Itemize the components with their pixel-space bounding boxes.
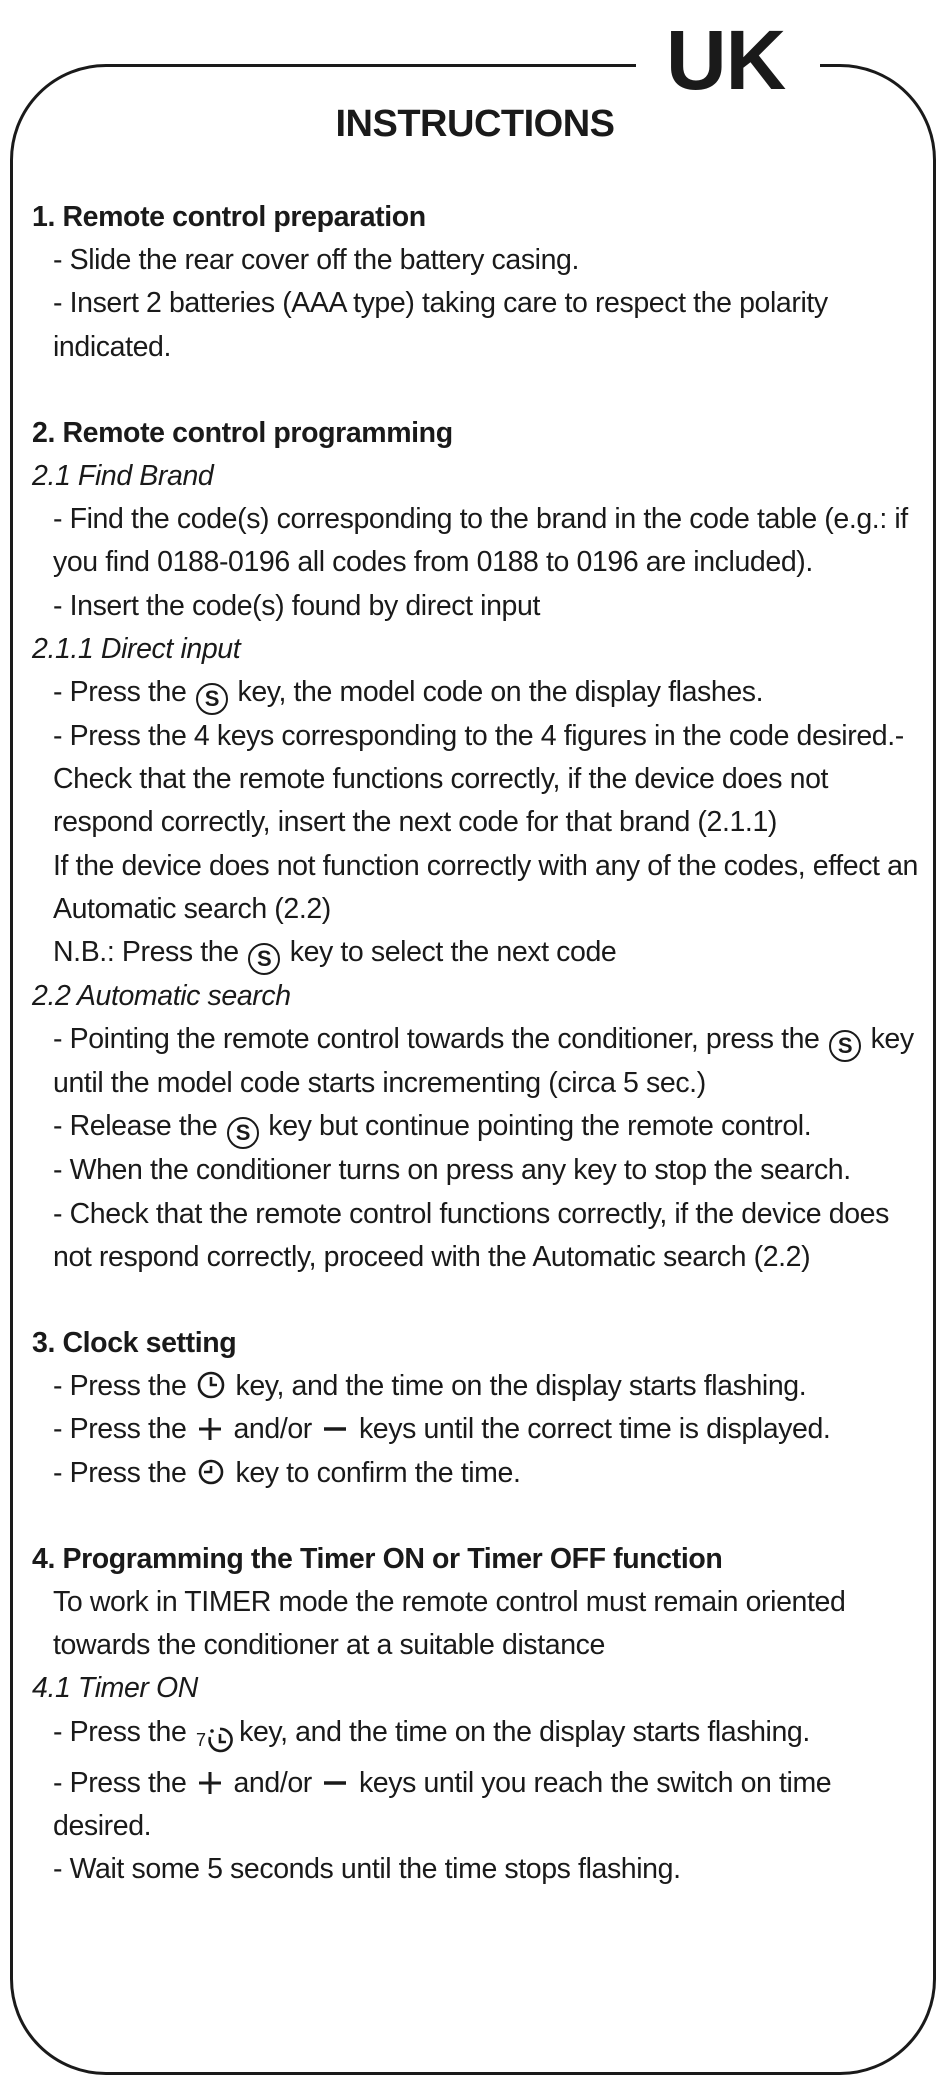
s-key-icon: S (248, 943, 280, 975)
minus-icon (321, 1415, 349, 1443)
section-1-line-1: - Slide the rear cover off the battery casing. (53, 244, 580, 277)
region-code: UK (666, 13, 786, 107)
section-2-line-9: - When the conditioner turns on press any key to stop the search. (53, 1154, 851, 1187)
section-2-line-2: - Insert the code(s) found by direct input (53, 589, 540, 622)
section-2-line-6: N.B.: Press the S key to select the next code (32, 931, 918, 975)
s-key-icon: S (227, 1117, 259, 1149)
s-key-icon: S (829, 1030, 861, 1062)
section-2-1-1-subheading: 2.1.1 Direct input (32, 632, 241, 665)
section-2-1-subheading: 2.1 Find Brand (32, 460, 214, 493)
section-2-line-8: - Release the S key but continue pointing the remote control. (32, 1105, 918, 1149)
section-4-line-1: To work in TIMER mode the remote control must remain oriented towards the conditioner at a suitable distance (53, 1586, 846, 1662)
section-2-line-10: - Check that the remote control functions correctly, if the device does not respond correctly, proceed with the Automatic search (2.2) (53, 1197, 889, 1273)
section-4-heading: 4. Programming the Timer ON or Timer OFF function (32, 1542, 723, 1575)
section-4-line-2: - Press the 7 key, and the time on the display starts flashing. (32, 1711, 918, 1762)
section-3-heading: 3. Clock setting (32, 1327, 237, 1360)
section-3-line-2: - Press the and/or keys until the correct time is displayed. (53, 1413, 831, 1446)
section-4-line-3: - Press the and/or keys until you reach the switch on time desired. (53, 1766, 832, 1843)
clock-icon (196, 1457, 226, 1487)
section-2-line-7: - Pointing the remote control towards the conditioner, press the S key until the model code starts incrementing (circa 5 sec.) (53, 1023, 914, 1100)
section-1-line-2: - Insert 2 batteries (AAA type) taking care to respect the polarity indicated. (53, 287, 828, 363)
clock-icon (196, 1370, 226, 1400)
section-1-heading: 1. Remote control preparation (32, 201, 426, 233)
section-2-line-3: - Press the S key, the model code on the display flashes. (32, 671, 918, 715)
section-4-line-4: - Wait some 5 seconds until the time stops flashing. (53, 1853, 681, 1886)
section-2-2-subheading: 2.2 Automatic search (32, 980, 291, 1013)
timer-icon: 7 (196, 1719, 234, 1762)
instructions-body (32, 196, 918, 1892)
section-2-line-4: - Press the 4 keys corresponding to the 4 figures in the code desired.- Check that the remote functions correctly, if the device does not respond correctly, insert the next code for that brand (2.1.1) (53, 720, 904, 839)
page-title: INSTRUCTIONS (335, 103, 615, 145)
section-3-line-1: - Press the key, and the time on the display starts flashing. (53, 1370, 807, 1403)
s-key-icon: S (196, 683, 228, 715)
section-4-1-subheading: 4.1 Timer ON (32, 1672, 198, 1705)
section-2-line-5: If the device does not function correctly with any of the codes, effect an Automatic search (2.2) (53, 849, 918, 925)
plus-icon (196, 1769, 224, 1797)
section-3-line-3: - Press the key to confirm the time. (53, 1456, 521, 1489)
minus-icon (321, 1769, 349, 1797)
plus-icon (196, 1415, 224, 1443)
section-2-line-1: - Find the code(s) corresponding to the brand in the code table (e.g.: if you find 0188-0196 all codes from 0188 to 0196 are included). (53, 503, 908, 579)
section-2-heading: 2. Remote control programming (32, 416, 453, 449)
